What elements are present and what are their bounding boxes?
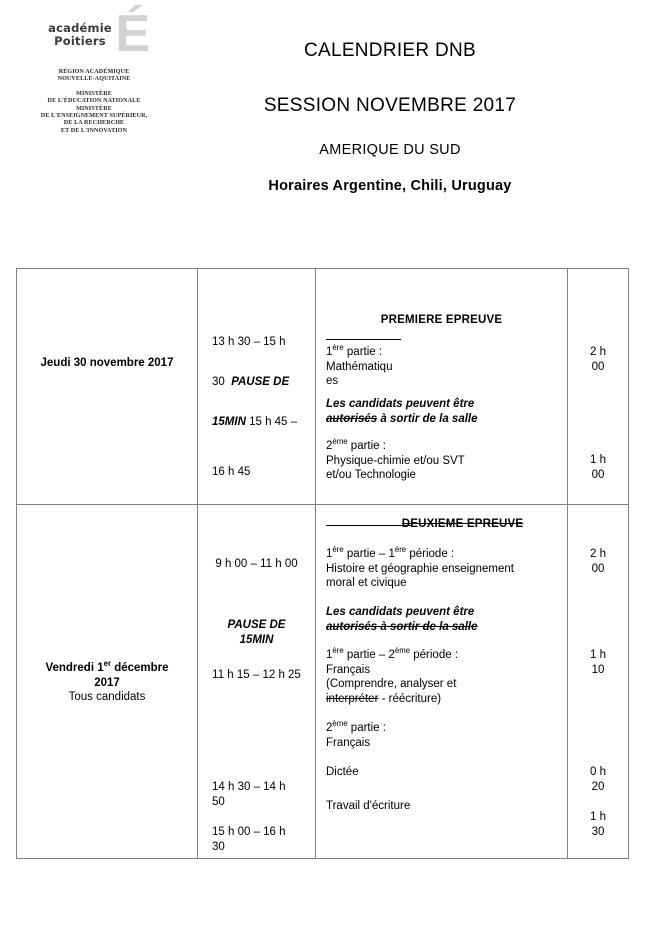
row2-p2-num2: 2 — [388, 649, 395, 661]
exam-schedule-table — [16, 268, 629, 859]
row2-p1-rest: période : — [406, 548, 455, 560]
row1-part1 — [326, 345, 561, 389]
logo-ministry-line6: ET DE L'INNOVATION — [60, 127, 128, 134]
logo-wordmark-line1: académie — [48, 21, 112, 35]
row1-time-run2-prefix: 30 — [212, 376, 225, 388]
row1-exit-note — [326, 397, 561, 426]
logo-ministry-line1: MINISTÈRE — [76, 90, 112, 97]
row2-time-3 — [212, 780, 309, 809]
row2-pause-label — [198, 618, 315, 647]
logo-wordmark — [34, 22, 126, 48]
logo-wordmark-line2: Poitiers — [54, 34, 106, 48]
row1-part1-rest: partie : — [343, 346, 383, 358]
row1-pause-label-b: 15MIN — [212, 416, 246, 428]
row2-p2-sup: ère — [332, 646, 344, 656]
row2-time-3-l1: 14 h 30 – 14 h — [212, 781, 286, 793]
row1-part2-rest: partie : — [347, 440, 386, 452]
row1-part1-subject-l2: es — [326, 375, 339, 387]
row2-part1-subject-l2: moral et civique — [326, 577, 407, 589]
row2-day-line1-sup: er — [103, 659, 112, 669]
row2-duration-2-h: 1 h — [590, 649, 606, 661]
row2-time-4-l2: 30 — [212, 840, 225, 853]
row2-time-4-l1: 15 h 00 – 16 h — [212, 826, 286, 838]
row2-p1-sup2: ère — [394, 545, 407, 555]
row2-ecriture: Travail d'écriture — [326, 800, 411, 812]
row2-p2-struck: interpréter — [326, 692, 379, 705]
row1-part2 — [326, 439, 561, 483]
row2-time-1: 9 h 00 – 11 h 00 — [215, 558, 298, 570]
row2-pause-l2: 15MIN — [239, 633, 274, 646]
row2-part3-label — [326, 721, 561, 736]
academy-logo — [34, 5, 154, 135]
e-accent-watermark-icon: É — [115, 5, 148, 63]
session-subtitle: SESSION NOVEMBRE 2017 — [263, 95, 517, 116]
logo-ministry-line2: DE L'ÉDUCATION NATIONALE — [47, 98, 141, 105]
row1-subject-cell — [316, 269, 568, 505]
row2-duration-3-h: 0 h — [590, 766, 606, 778]
row2-p1-num: 1 — [326, 548, 333, 560]
row2-part1-subject-l1: Histoire et géographie enseignement — [326, 562, 514, 575]
zone-subtitle: AMERIQUE DU SUD — [319, 142, 461, 158]
row2-exit-note-l1: Les candidats peuvent être — [326, 606, 475, 618]
logo-ministry-text — [34, 91, 154, 135]
row2-part2-subject-l1: Français — [326, 663, 371, 676]
row2-day-label — [17, 661, 197, 705]
row2-day-line2: 2017 — [94, 676, 120, 689]
row2-time-3-l2: 50 — [212, 795, 225, 808]
row1-duration-2-h: 1 h — [590, 454, 606, 466]
row2-p3-num: 2 — [326, 722, 333, 734]
row1-part2-subject-l1: Physique-chimie et/ou SVT — [326, 454, 465, 467]
row2-p1-mid: partie – — [343, 548, 389, 560]
timezone-subtitle: Horaires Argentine, Chili, Uruguay — [268, 178, 512, 194]
row2-p2-mid: partie – — [343, 649, 389, 661]
row2-day-line1 — [17, 661, 197, 676]
row2-pause-l1: PAUSE DE — [227, 619, 286, 631]
row1-duration-1-h: 2 h — [590, 346, 606, 358]
row2-duration-1 — [568, 547, 628, 576]
row1-pause-label-a: PAUSE DE — [231, 376, 290, 388]
row2-duration-cell — [568, 505, 629, 859]
row2-p2-l3-rest: - réécriture) — [378, 692, 442, 705]
row2-duration-4-m: 30 — [591, 825, 605, 838]
row1-duration-1-m: 00 — [591, 360, 605, 373]
row1-time-run3 — [212, 415, 309, 430]
row2-duration-3 — [568, 765, 628, 794]
row1-part1-num: 1 — [326, 346, 333, 358]
row2-part1 — [326, 547, 561, 591]
row1-part1-sup: ère — [332, 343, 344, 353]
row1-part2-label — [326, 439, 561, 454]
row1-exit-note-l2 — [326, 412, 561, 427]
row2-dictee: Dictée — [326, 766, 359, 778]
row1-time-run1: 13 h 30 – 15 h — [212, 336, 286, 348]
row2-day-line1-b: décembre — [111, 662, 169, 674]
row1-time-run4: 16 h 45 — [212, 466, 251, 478]
row1-duration-1 — [568, 345, 628, 374]
row2-part3 — [326, 721, 561, 750]
row2-duration-1-m: 00 — [591, 562, 605, 575]
row2-part2-label — [326, 648, 561, 663]
row1-part2-sup: ème — [332, 437, 348, 447]
row2-part2 — [326, 648, 561, 706]
row2-p3-sup: ème — [332, 719, 348, 729]
table-row — [17, 269, 629, 505]
row2-time-cell — [198, 505, 316, 859]
row1-title-rule — [326, 339, 401, 340]
logo-ministry-line4: DE L'ENSEIGNEMENT SUPÉRIEUR, — [40, 113, 148, 120]
row2-duration-4-h: 1 h — [590, 811, 606, 823]
row1-exit-note-l1: Les candidats peuvent être — [326, 398, 475, 410]
logo-region-line2: NOUVELLE-AQUITAINE — [57, 76, 131, 83]
logo-mark — [34, 5, 154, 63]
logo-region-line1: RÉGION ACADÉMIQUE — [58, 69, 130, 75]
row2-epreuve-title: DEUXIEME EPREUVE — [401, 518, 524, 530]
row1-part1-label — [326, 345, 561, 360]
row2-duration-1-h: 2 h — [590, 548, 606, 560]
row2-exit-note-l2: autorisés à sortir de la salle — [326, 620, 478, 633]
row2-p1-num2: 1 — [388, 548, 395, 560]
row1-time-run2 — [212, 375, 309, 390]
logo-region-text — [34, 69, 154, 84]
row1-part2-num: 2 — [326, 440, 333, 452]
row2-duration-4 — [568, 810, 628, 839]
row1-time-cell — [198, 269, 316, 505]
row1-day-cell — [17, 269, 198, 505]
page-title: CALENDRIER DNB — [303, 40, 477, 61]
row2-subject-cell — [316, 505, 568, 859]
row2-duration-3-m: 20 — [591, 780, 605, 793]
row2-part2-subject-l2: (Comprendre, analyser et — [326, 678, 457, 690]
row2-duration-2-m: 10 — [591, 663, 605, 676]
row1-day-label: Jeudi 30 novembre 2017 — [40, 357, 174, 369]
row2-part2-subject-l3 — [326, 692, 561, 707]
row1-duration-2-m: 00 — [591, 468, 605, 481]
row2-duration-2 — [568, 648, 628, 677]
row1-part1-subject-l1: Mathématiqu — [326, 360, 393, 373]
row2-candidates-label: Tous candidats — [68, 691, 146, 703]
row2-day-cell — [17, 505, 198, 859]
row2-p3-rest: partie : — [347, 722, 386, 734]
row2-p2-rest: période : — [410, 649, 459, 661]
row1-exit-note-struck: autorisés — [326, 412, 378, 425]
row1-duration-2 — [568, 453, 628, 482]
row1-epreuve-title: PREMIERE EPREUVE — [380, 314, 503, 326]
row2-time-2: 11 h 15 – 12 h 25 — [212, 669, 301, 681]
logo-ministry-line5: DE LA RECHERCHE — [63, 120, 125, 127]
row2-p2-num: 1 — [326, 649, 333, 661]
row2-p2-sup2: ème — [394, 646, 411, 656]
row2-exit-note — [326, 605, 561, 634]
row2-p1-sup: ère — [332, 545, 344, 555]
logo-ministry-line3: MINISTÈRE — [76, 105, 112, 112]
row2-part3-subject: Français — [326, 736, 371, 749]
row2-part1-label — [326, 547, 561, 562]
table-row — [17, 505, 629, 859]
row2-day-line1-a: Vendredi 1 — [45, 662, 104, 674]
row1-exit-note-rest: à sortir de la salle — [377, 412, 478, 425]
row1-part2-subject-l2: et/ou Technologie — [326, 469, 416, 481]
row2-time-4 — [212, 825, 309, 854]
row1-duration-cell — [568, 269, 629, 505]
row1-time-run3-rest: 15 h 45 – — [249, 416, 298, 428]
